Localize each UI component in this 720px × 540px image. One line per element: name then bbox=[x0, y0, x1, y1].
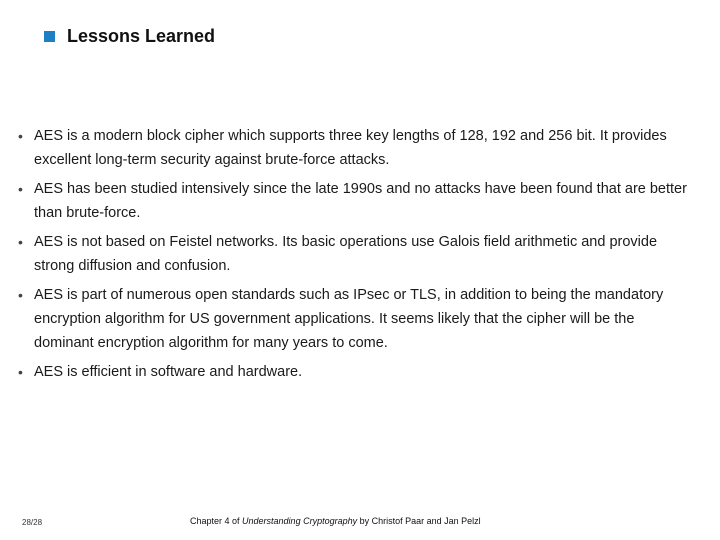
bullet-dot-icon: • bbox=[18, 181, 23, 197]
bullet-text: AES is part of numerous open standards such as IPsec or TLS, in addition to being the mandatory encryption algorithm for US government applications. It seems likely that the cipher will be the dominant encryption algorithm for many years to come. bbox=[34, 287, 664, 351]
bullet-text: AES is efficient in software and hardware. bbox=[34, 364, 303, 380]
page-number: 28/28 bbox=[22, 518, 43, 527]
bullet-dot-icon: • bbox=[18, 234, 23, 250]
bullet-item bbox=[18, 283, 698, 355]
bullet-text: AES is not based on Feistel networks. Its basic operations use Galois field arithmetic and provide strong diffusion and confusion. bbox=[34, 234, 658, 274]
bullet-dot-icon: • bbox=[18, 364, 23, 380]
bullet-item bbox=[18, 177, 698, 225]
bullet-text: AES is a modern block cipher which supports three key lengths of 128, 192 and 256 bit. It provides excellent long-term security against brute-force attacks. bbox=[34, 128, 667, 168]
square-bullet-icon bbox=[44, 31, 55, 42]
slide-title: Lessons Learned bbox=[67, 26, 216, 46]
footer-citation bbox=[190, 516, 481, 526]
footer-prefix: Chapter 4 of bbox=[190, 516, 243, 526]
footer-suffix: by Christof Paar and Jan Pelzl bbox=[357, 516, 481, 526]
bullet-text: AES has been studied intensively since the late 1990s and no attacks have been found that are better than brute-force. bbox=[34, 181, 687, 221]
bullet-item bbox=[18, 360, 698, 384]
slide-header bbox=[44, 26, 215, 47]
footer-book-title: Understanding Cryptography bbox=[242, 516, 358, 526]
bullet-list bbox=[18, 124, 698, 389]
bullet-dot-icon: • bbox=[18, 287, 23, 303]
bullet-item bbox=[18, 230, 698, 278]
bullet-dot-icon: • bbox=[18, 128, 23, 144]
bullet-item bbox=[18, 124, 698, 172]
